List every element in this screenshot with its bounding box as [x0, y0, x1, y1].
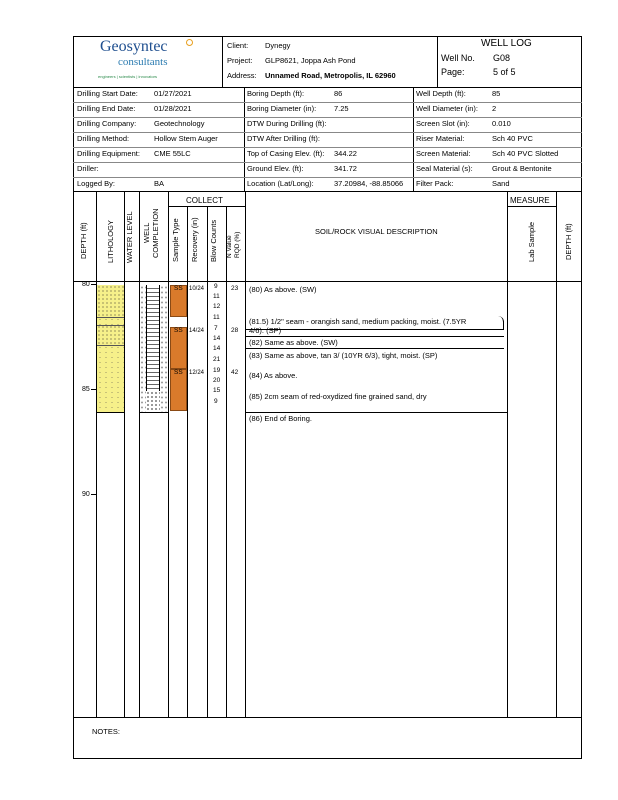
description-84: (84) As above. [249, 371, 298, 380]
client-label: Client: [227, 41, 249, 50]
col-n-value-1: N Value [226, 235, 233, 258]
page-label: Page: [441, 67, 465, 77]
logo [88, 37, 218, 81]
depth-tick-80: 80 [82, 281, 90, 288]
info-divider [73, 132, 244, 133]
n-value-1: 23 [231, 285, 239, 292]
well-no-value: G08 [493, 53, 511, 63]
info-divider [413, 177, 582, 178]
info-label-1-6: Driller: [77, 164, 99, 173]
info-label-2-5: Top of Casing Elev. (ft): [247, 149, 325, 158]
collect-heading: COLLECT [186, 196, 223, 205]
lithology-sw-2 [97, 325, 124, 345]
blow-3-4: 9 [214, 398, 218, 405]
info-label-3-2: Well Diameter (in): [416, 104, 478, 113]
info-value-1-1: 01/27/2021 [154, 89, 192, 98]
info-value-1-5: CME 55LC [154, 149, 191, 158]
info-divider [413, 147, 582, 148]
info-divider [73, 102, 244, 103]
info-value-1-2: 01/28/2021 [154, 104, 192, 113]
description-80: (80) As above. (SW) [249, 285, 317, 294]
info-label-1-7: Logged By: [77, 179, 115, 188]
blow-1-2: 11 [213, 293, 220, 300]
measure-heading: MEASURE [510, 196, 550, 205]
col-lab-sample: Lab Sample [527, 221, 536, 262]
blow-2-1: 7 [214, 325, 218, 332]
info-value-1-3: Geotechnology [154, 119, 205, 128]
blow-2-4: 21 [213, 356, 221, 363]
depth-tick-85: 85 [82, 386, 90, 393]
info-value-2-1: 86 [334, 89, 343, 98]
info-label-2-4: DTW After Drilling (ft): [247, 134, 320, 143]
info-label-1-1: Drilling Start Date: [77, 89, 138, 98]
info-value-2-7: 37.20984, -88.85066 [334, 179, 404, 188]
col-recovery: Recovery (in) [190, 217, 199, 262]
info-value-1-4: Hollow Stem Auger [154, 134, 218, 143]
info-label-1-2: Drilling End Date: [77, 104, 136, 113]
well-log-title: WELL LOG [481, 38, 532, 49]
info-value-3-3: 0.010 [492, 119, 511, 128]
well-screen [146, 285, 160, 391]
project-value: GLP8621, Joppa Ash Pond [265, 56, 356, 65]
address-label: Address: [227, 71, 257, 80]
info-label-2-3: DTW During Drilling (ft): [247, 119, 327, 128]
col-water-level: WATER LEVEL [125, 211, 134, 263]
blow-1-1: 9 [214, 283, 218, 290]
info-divider [73, 117, 244, 118]
info-divider [244, 147, 413, 148]
notes-label: NOTES: [92, 727, 120, 736]
info-label-2-1: Boring Depth (ft): [247, 89, 305, 98]
description-heading: SOIL/ROCK VISUAL DESCRIPTION [315, 227, 438, 236]
info-value-3-6: Grout & Bentonite [492, 164, 552, 173]
sample-type-3: SS [174, 369, 183, 376]
info-divider [244, 117, 413, 118]
col-n-value-2: RQD (%) [234, 231, 241, 258]
description-83: (83) Same as above, tan 3/ (10YR 6/3), tight, moist. (SP) [249, 351, 438, 360]
info-divider [413, 102, 582, 103]
blow-1-4: 11 [213, 314, 220, 321]
info-divider [244, 102, 413, 103]
col-lithology: LITHOLOGY [106, 220, 115, 263]
description-82: (82) Same as above. (SW) [249, 338, 338, 347]
info-divider [244, 132, 413, 133]
depth-tick-90: 90 [82, 491, 90, 498]
info-value-2-5: 344.22 [334, 149, 357, 158]
info-divider [413, 162, 582, 163]
info-label-3-6: Seal Material (s): [416, 164, 473, 173]
blow-3-1: 19 [213, 367, 221, 374]
blow-3-2: 20 [213, 377, 221, 384]
lithology-sw-1 [97, 285, 124, 317]
n-value-3: 42 [231, 369, 239, 376]
info-value-2-2: 7.25 [334, 104, 349, 113]
info-value-1-7: BA [154, 179, 165, 188]
info-label-3-3: Screen Slot (in): [416, 119, 470, 128]
blow-2-3: 14 [213, 345, 221, 352]
info-divider [244, 177, 413, 178]
well-sump [146, 391, 160, 412]
info-label-1-5: Drilling Equipment: [77, 149, 140, 158]
client-value: Dynegy [265, 41, 291, 50]
sample-recovery-3: 12/24 [189, 370, 205, 376]
well-filter-pack-right [160, 285, 168, 412]
lithology-sp-1 [97, 317, 124, 325]
page-value: 5 of 5 [493, 67, 516, 77]
info-divider [73, 177, 244, 178]
info-value-3-5: Sch 40 PVC Slotted [492, 149, 559, 158]
info-value-2-6: 341.72 [334, 164, 357, 173]
info-value-3-7: Sand [492, 179, 510, 188]
sample-type-1: SS [174, 285, 183, 292]
info-divider [413, 132, 582, 133]
n-value-2: 28 [231, 327, 239, 334]
sample-recovery-1: 10/24 [189, 286, 205, 292]
logo-main: Geosyntec [100, 38, 168, 55]
info-label-1-4: Drilling Method: [77, 134, 130, 143]
info-value-3-1: 85 [492, 89, 501, 98]
info-label-3-4: Riser Material: [416, 134, 465, 143]
info-divider [244, 162, 413, 163]
col-depth-right: DEPTH (ft) [564, 223, 573, 260]
description-86: (86) End of Boring. [249, 414, 312, 423]
info-divider [413, 117, 582, 118]
logo-tagline: engineers | scientists | innovators [98, 74, 157, 79]
lithology-sp-2 [97, 345, 124, 412]
info-divider [73, 147, 244, 148]
col-well-2: COMPLETION [151, 208, 160, 258]
col-depth: DEPTH (ft) [79, 222, 88, 259]
col-blow-counts: Blow Counts [209, 219, 218, 262]
description-85: (85) 2cm seam of red-oxydized fine grained sand, dry [249, 392, 427, 401]
sample-recovery-2: 14/24 [189, 328, 205, 334]
description-81-5-cont: 4/6). (SP) [249, 326, 282, 335]
col-well-1: WELL [142, 222, 151, 243]
col-sample-type: Sample Type [171, 218, 180, 262]
project-label: Project: [227, 56, 253, 65]
info-label-3-7: Filter Pack: [416, 179, 454, 188]
sample-type-2: SS [174, 327, 183, 334]
address-value: Unnamed Road, Metropolis, IL 62960 [265, 71, 396, 80]
info-label-2-6: Ground Elev. (ft): [247, 164, 304, 173]
blow-2-2: 14 [213, 335, 221, 342]
logo-check-icon [186, 39, 193, 46]
info-label-1-3: Drilling Company: [77, 119, 137, 128]
info-label-2-2: Boring Diameter (in): [247, 104, 317, 113]
info-value-3-2: 2 [492, 104, 497, 113]
info-divider [73, 162, 244, 163]
info-value-3-4: Sch 40 PVC [492, 134, 533, 143]
description-81-5: (81.5) 1/2" seam - orangish sand, medium packing, moist. (7.5YR [249, 317, 467, 326]
info-label-3-5: Screen Material: [416, 149, 471, 158]
blow-1-3: 12 [213, 303, 221, 310]
well-no-label: Well No. [441, 53, 475, 63]
logo-sub: consultants [118, 56, 168, 68]
blow-3-3: 15 [213, 387, 221, 394]
info-label-3-1: Well Depth (ft): [416, 89, 466, 98]
info-label-2-7: Location (Lat/Long): [247, 179, 314, 188]
